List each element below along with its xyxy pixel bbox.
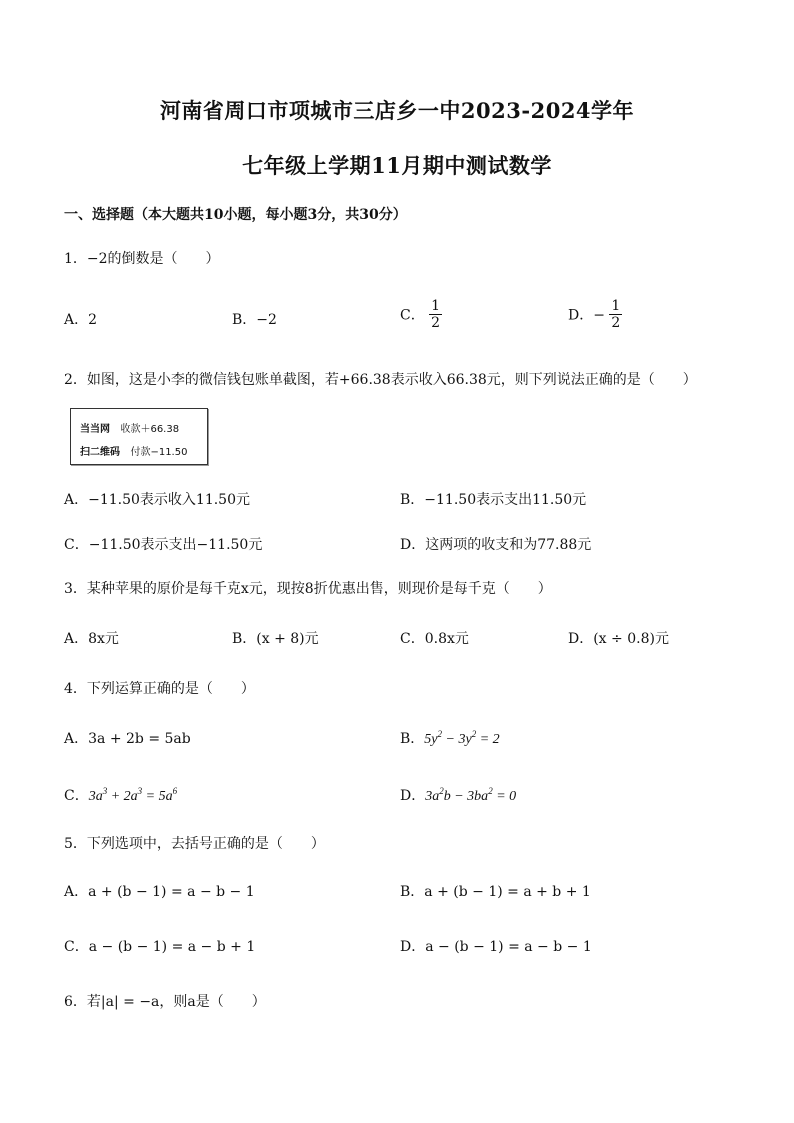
receipt-row-1	[80, 420, 179, 435]
q1-option-d-label: D．−	[568, 307, 605, 324]
fraction-numerator: 1	[431, 298, 441, 314]
wallet-receipt-image	[70, 408, 208, 465]
q4-option-b: B．$5y^2 - 3y^2 = 2$	[400, 729, 500, 747]
q2-option-c: C．−11.50表示支出−11.50元	[64, 537, 263, 553]
fraction-denominator: 2	[431, 315, 441, 331]
q5-option-d: D．a − (b − 1) = a − b − 1	[400, 939, 592, 955]
q4-stem: 4．下列运算正确的是（ ）	[64, 681, 255, 697]
receipt-row-2-value: 付款−11.50	[130, 447, 188, 458]
q2-stem: 2．如图，这是小李的微信钱包账单截图，若+66.38表示收入66.38元，则下列说法正确的是（ ）	[64, 372, 697, 388]
q3-option-a: A．8x元	[64, 631, 119, 647]
q5-stem: 5．下列选项中，去括号正确的是（ ）	[64, 836, 325, 852]
fraction-numerator: 1	[611, 298, 621, 314]
receipt-row-2	[80, 443, 187, 458]
q1-option-d-fraction	[609, 298, 622, 331]
q1-stem: 1．−2的倒数是（ ）	[64, 251, 220, 267]
title-line-1: 河南省周口市项城市三店乡一中2023-2024学年	[159, 98, 635, 123]
q6-stem: 6．若|a| = −a，则a是（ ）	[64, 994, 266, 1010]
q4-option-d: D．$3a^2b - 3ba^2 = 0$	[400, 786, 517, 804]
q5-option-a: A．a + (b − 1) = a − b − 1	[64, 884, 255, 900]
receipt-row-1-value: 收款＋66.38	[120, 424, 180, 435]
q3-option-c: C．0.8x元	[400, 631, 469, 647]
receipt-row-1-name: 当当网	[80, 424, 110, 435]
fraction-denominator: 2	[611, 315, 621, 331]
receipt-row-2-name: 扫二维码	[80, 447, 120, 458]
title-line-2: 七年级上学期11月期中测试数学	[242, 153, 552, 178]
q3-stem: 3．某种苹果的原价是每千克x元，现按8折优惠出售，则现价是每千克（ ）	[64, 581, 552, 597]
q2-option-d: D．这两项的收支和为77.88元	[400, 537, 592, 553]
q3-option-b: B．(x + 8)元	[232, 631, 319, 647]
q3-option-d: D．(x ÷ 0.8)元	[568, 631, 669, 647]
q5-option-b: B．a + (b − 1) = a + b + 1	[400, 884, 591, 900]
q4-option-c: C．$3a^3 + 2a^3 = 5a^6$	[64, 786, 178, 804]
q1-option-c-label: C．	[400, 307, 425, 324]
q4-option-d-label: D．	[400, 788, 426, 804]
q4-option-a: A．3a + 2b = 5ab	[64, 731, 191, 747]
q4-option-b-label: B．	[400, 731, 425, 747]
q5-option-c: C．a − (b − 1) = a − b + 1	[64, 939, 256, 955]
q1-option-c-fraction	[429, 298, 442, 331]
q2-option-a: A．−11.50表示收入11.50元	[64, 492, 250, 508]
q2-option-b: B．−11.50表示支出11.50元	[400, 492, 587, 508]
section-heading: 一、选择题（本大题共10小题，每小题3分，共30分）	[64, 207, 407, 223]
q1-option-c	[400, 298, 442, 331]
q1-option-b: B．−2	[232, 312, 277, 328]
q1-option-d	[568, 298, 622, 331]
q1-option-a: A．2	[64, 312, 98, 328]
q4-option-c-label: C．	[64, 788, 89, 804]
